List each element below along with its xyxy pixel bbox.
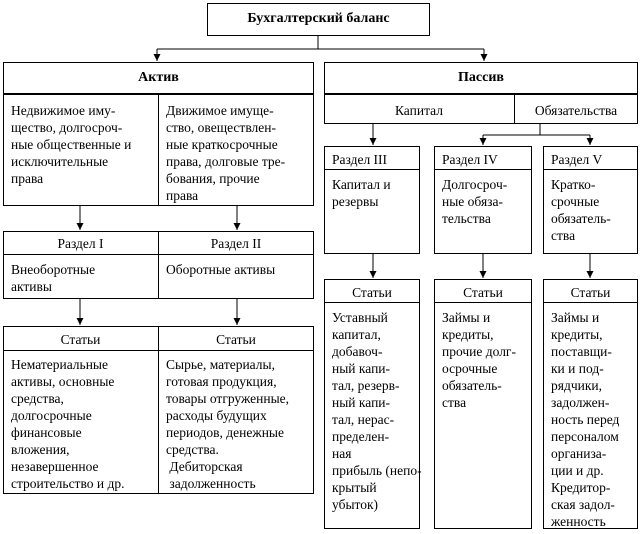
section-2-name: Оборотные активы	[166, 262, 276, 277]
articles-4-text: Займы и кредиты, прочие долг- осрочные обязатель- ства	[442, 310, 516, 410]
section-3-name: Капитал и резервы	[332, 177, 391, 209]
articles-4-title: Статьи	[463, 285, 503, 300]
section-4-title: Раздел IV	[442, 152, 498, 167]
section-3-title: Раздел III	[332, 152, 388, 167]
passiv-header: Пассив	[458, 70, 504, 85]
aktiv-articles-right: Сырье, материалы, готовая продукция, товары отгруженные, расходы будущих периодов, денежные средства. Дебиторская задолженность	[166, 357, 290, 491]
section-5-title: Раздел V	[551, 152, 603, 167]
aktiv-right-desc: Движимое имуще- ство, овеществлен- ные краткосрочные права, долговые тре- бования, прочие права	[166, 103, 286, 203]
diagram-title: Бухгалтерский баланс	[247, 11, 390, 26]
articles-3-title: Статьи	[352, 285, 392, 300]
aktiv-articles-right-title: Статьи	[216, 332, 256, 347]
obligations-label: Обязательства	[534, 103, 618, 118]
aktiv-header: Актив	[138, 70, 179, 85]
section-1-name: Внеоборотные активы	[11, 262, 96, 294]
section-5-name: Кратко- срочные обязатель- ства	[551, 177, 611, 243]
articles-5-title: Статьи	[570, 285, 611, 300]
aktiv-left-desc: Недвижимое иму- щество, долгосроч- ные общественные и исключительные права	[11, 103, 132, 186]
aktiv-articles-left: Нематериальные активы, основные средства, долгосрочные финансовые вложения, незавершенное строительство и др.	[11, 357, 125, 491]
articles-5-text: Займы и кредиты, поставщи- ки и под- рядчики, задолжен- ность перед персоналом организа- ции и др. Кредитор- ская задол- женность	[551, 310, 620, 529]
section-4-name: Долгосроч- ные обяза- тельства	[442, 177, 508, 226]
section-1-title: Раздел I	[57, 236, 104, 251]
section-2-title: Раздел II	[210, 236, 262, 251]
capital-label: Капитал	[394, 103, 443, 118]
articles-3-text: Уставный капитал, добавоч- ный капи- тал, резерв- ный капи- тал, нерас- пределен- ная прибыль (непо- крытый убыток)	[332, 310, 422, 512]
aktiv-articles-left-title: Статьи	[60, 332, 101, 347]
